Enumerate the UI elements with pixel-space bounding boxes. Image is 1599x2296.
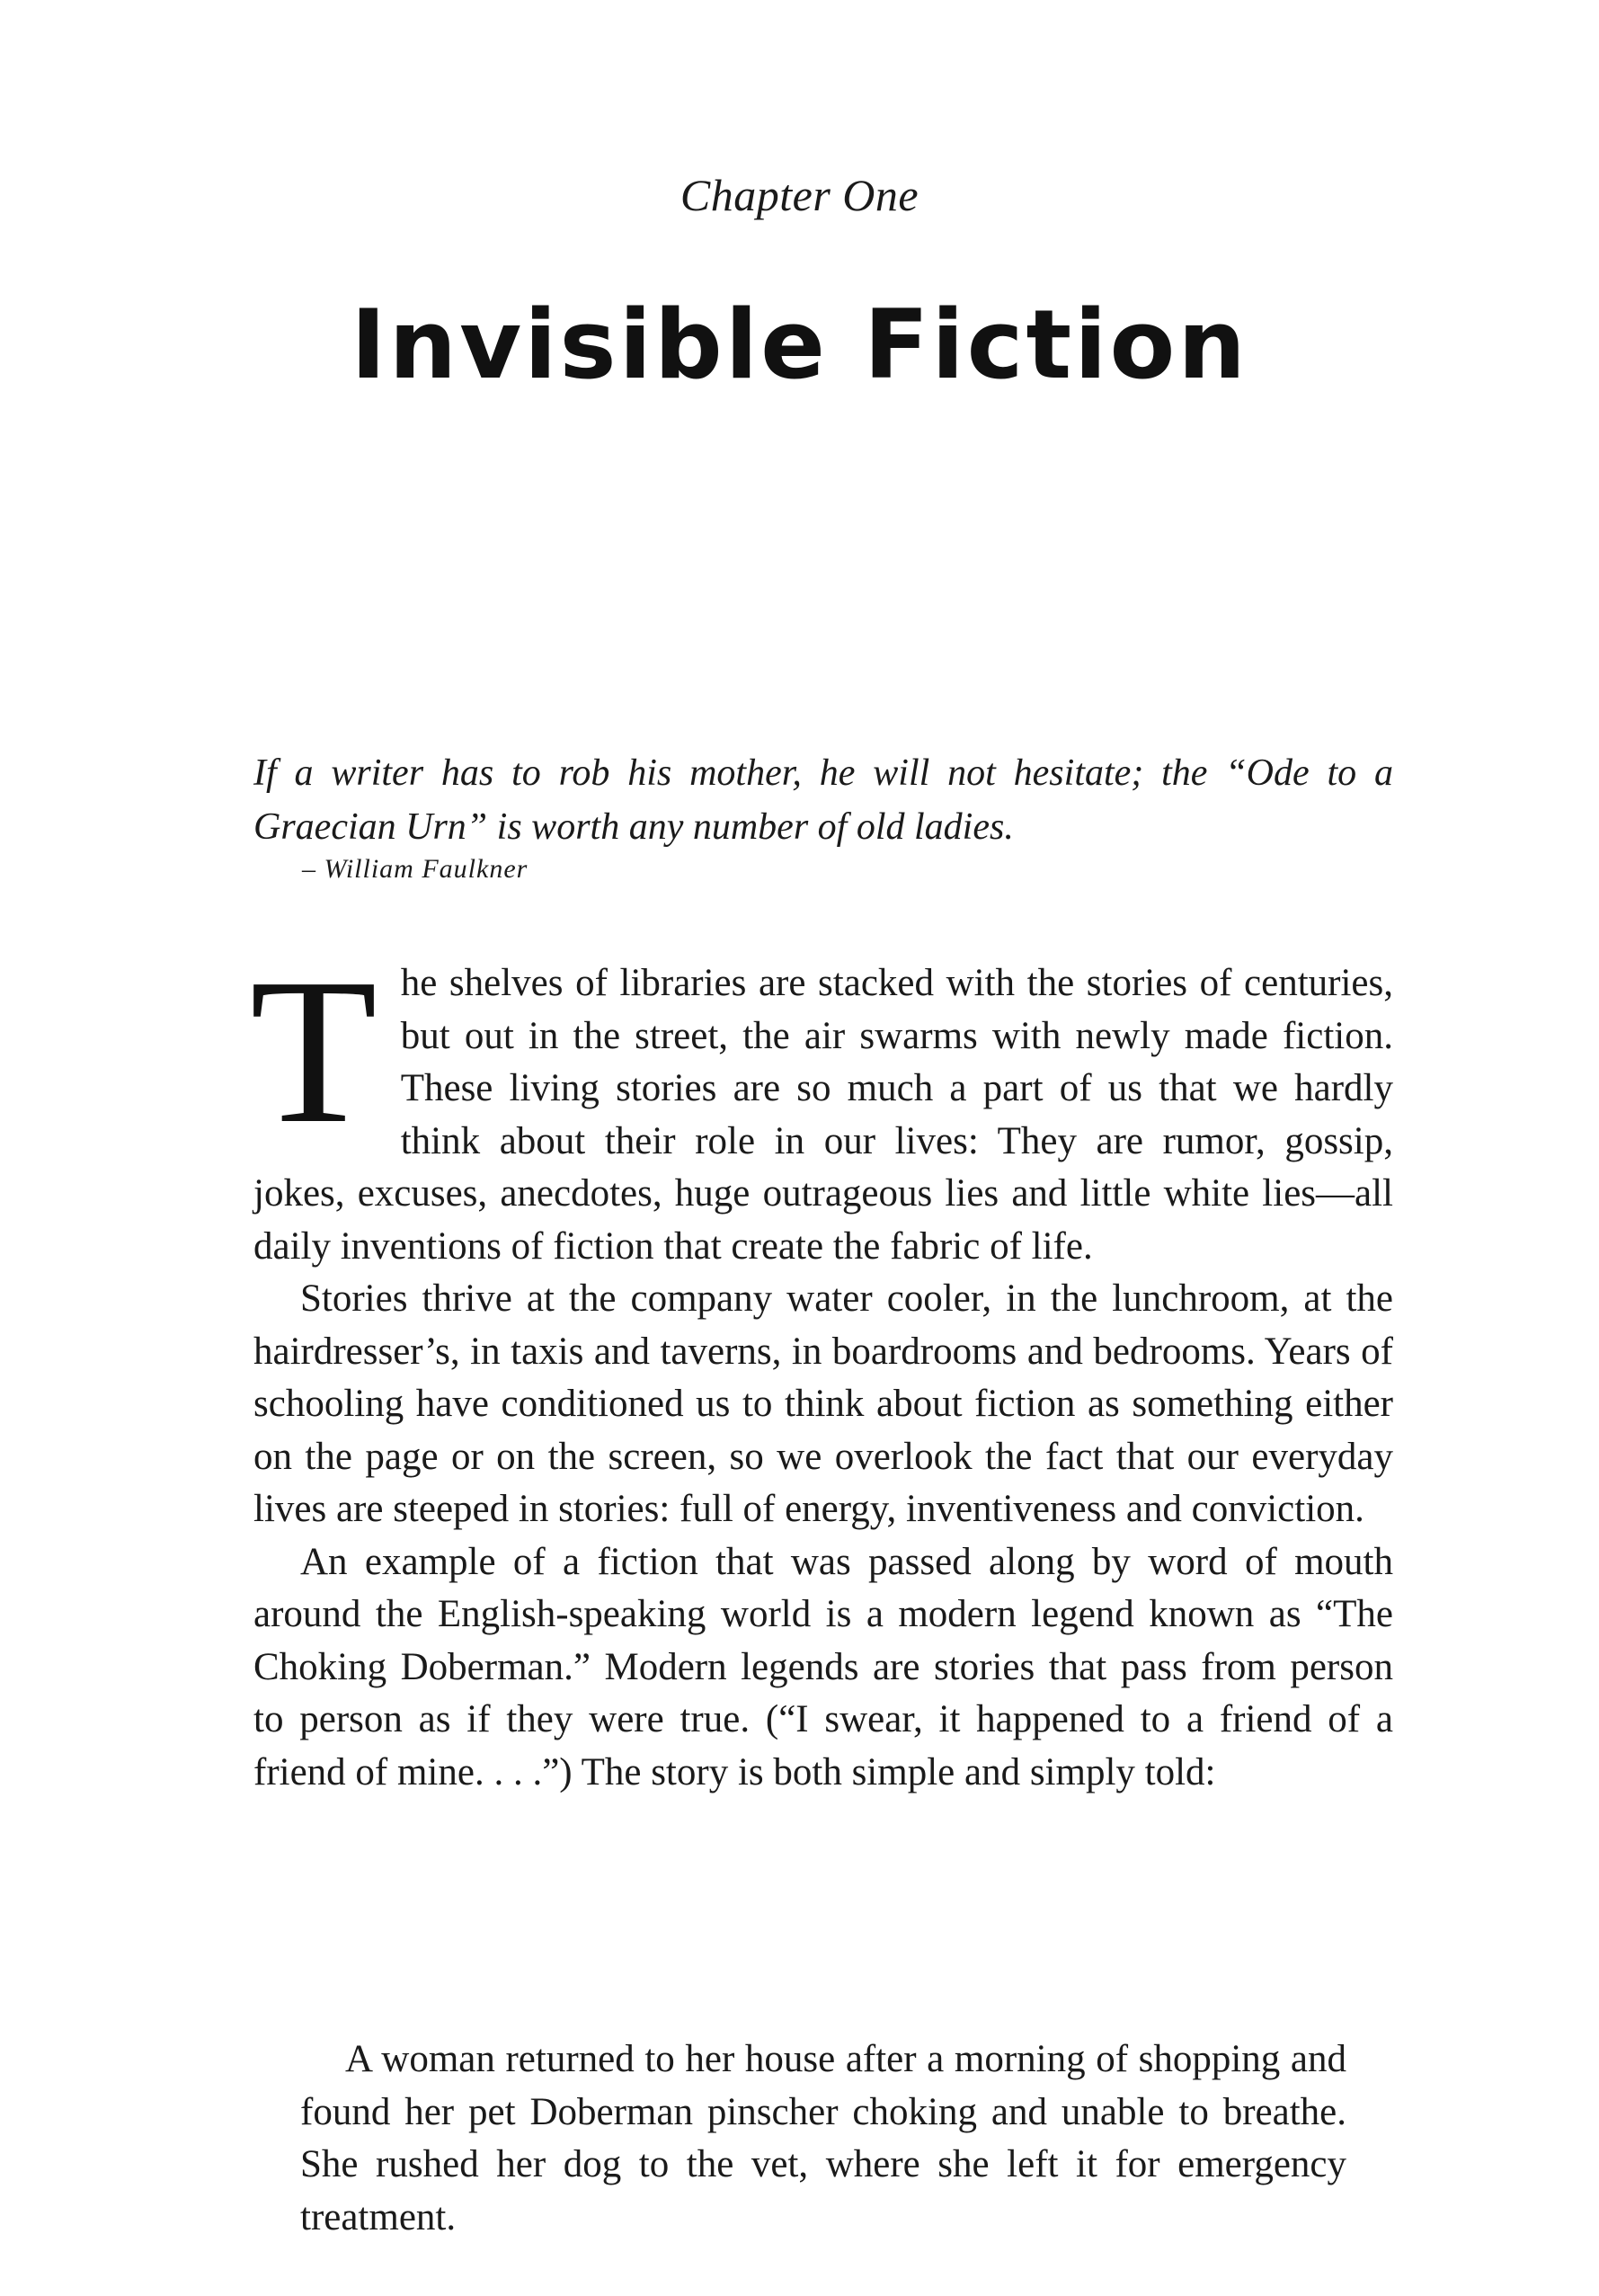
paragraph-1-text: he shelves of libraries are stacked with the stories of centuries, but out in the street, the air swarms with newly made fiction. These living stories are so much a part of us that we hardly think about their role in our lives: They are rumor, gossip, jokes, excuses, anecdotes, huge outrageous lies and little white lies—all daily inventions of fiction that create the fabric of life. bbox=[253, 962, 1393, 1268]
block-quote-text: A woman returned to her house after a morning of shopping and found her pet Doberman pinscher choking and unable to breathe. She rushed her dog to the vet, where she left it for emergency treatment. bbox=[300, 2038, 1346, 2238]
epigraph-quote: If a writer has to rob his mother, he will not hesitate; the “Ode to a Graecian Urn” is worth any number of old ladies. bbox=[253, 752, 1393, 848]
paragraph-3: An example of a fiction that was passed along by word of mouth around the English-speaking world is a modern legend known as “The Choking Doberman.” Modern legends are stories that pass from person to person as if they were true. (“I swear, it happened to a friend of a friend of mine. . . .”) The story is both simple and simply told: bbox=[253, 1540, 1393, 1793]
drop-cap: T bbox=[250, 936, 378, 1167]
body-text bbox=[250, 936, 1393, 1799]
block-quote bbox=[300, 2033, 1346, 2244]
paragraph-1 bbox=[250, 936, 1393, 1273]
chapter-label: Chapter One bbox=[680, 170, 919, 220]
epigraph-attribution: – William Faulkner bbox=[302, 854, 529, 884]
paragraph-2: Stories thrive at the company water cooler, in the lunchroom, at the hairdresser’s, in taxis and taverns, in boardrooms and bedrooms. Years of schooling have conditioned us to think about fiction as something either on the page or on the screen, so we overlook the fact that our everyday lives are steeped in stories: full of energy, inventiveness and conviction. bbox=[253, 1277, 1393, 1530]
chapter-title: Invisible Fiction bbox=[351, 289, 1248, 400]
